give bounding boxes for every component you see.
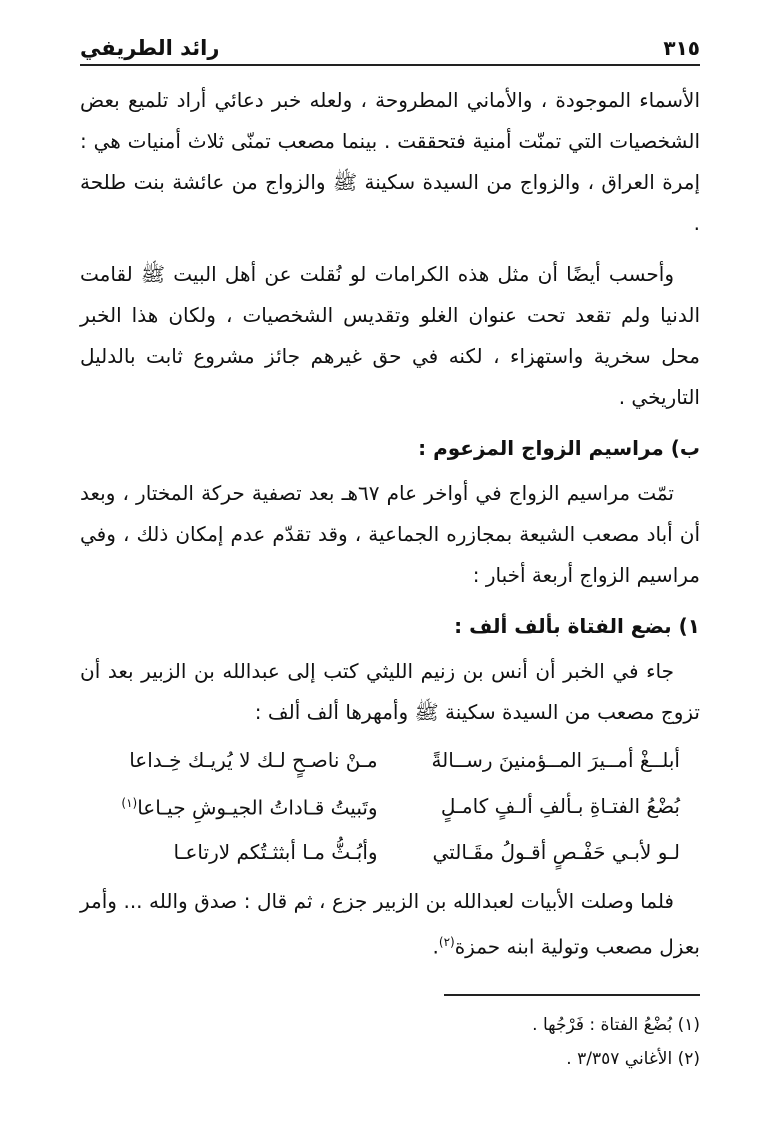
paragraph-1: الأسماء الموجودة ، والأماني المطروحة ، ولعله خبر دعائي أراد تلميع بعض الشخصيات التي تمنّت أمنية فتحققت . بينما مصعب تمنّى ثلاث أمنيات هي : إمرة العراق ، والزواج من السيدة سكينة ﷺ والزواج من عائشة بنت طلحة . [80,88,700,235]
paragraph-5-text: فلما وصلت الأبيات لعبدالله بن الزبير جزع ، ثم قال : صدق والله ... وأمر بعزل مصعب وتولية ابنه حمزة [80,889,700,959]
poem-verse [80,737,700,783]
running-title: رائد الطريفي [80,36,220,60]
paragraph-4: جاء في الخبر أن أنس بن زنيم الليثي كتب إلى عبدالله بن الزبير بعد أن تزوج مصعب من السيدة سكينة ﷺ وأمهرها ألف ألف : [80,659,700,724]
footnote-mark-2: (٢) [438,935,455,949]
verse-first-hemistich: أبلــغْ أمــيرَ المــؤمنينَ رســالةً [431,747,680,772]
poem [80,737,700,875]
section-heading-1: ١) بضع الفتاة بألف ألف : [454,614,700,638]
verse-first-hemistich: بُضْعُ الفتـاةِ بـألفِ ألـفٍ كامـلٍ [440,793,680,818]
main-text [80,80,700,968]
poem-verse [80,829,700,875]
paragraph-5: فلما وصلت الأبيات لعبدالله بن الزبير جزع ، ثم قال : صدق والله ... وأمر بعزل مصعب وتولية ابنه حمزة$^{(٢)}$. [80,889,700,959]
section-heading-b: ب) مراسيم الزواج المزعوم : [418,436,700,460]
verse-second-text: وتَبيتُ قـاداتُ الجيـوشِ جيـاعا [137,795,378,820]
page-header [80,28,700,66]
poem-verse [80,783,700,829]
footnotes [80,1008,700,1076]
verse-second-hemistich: مـنْ ناصـحٍ لـك لا يُريـك خِـداعا [129,747,378,772]
footnote-divider [444,994,700,996]
verse-first-hemistich: لـو لأبـي حَفْـصٍ أقـولُ مقَـالتي [432,839,680,864]
paragraph-2: وأحسب أيضًا أن مثل هذه الكرامات لو نُقلت عن أهل البيت ﷺ لقامت الدنيا ولم تقعد تحت عنوان الغلو وتقديس الشخصيات ، ولكان هذا الخبر محل سخرية واستهزاء ، لكنه في حق غيرهم جائز مشروع ثابت بالدليل التاريخي . [80,262,700,409]
footnote-2: (٢) الأغاني ٣/٣٥٧ . [566,1049,700,1069]
verse-second-hemistich: وأبُـثُّ مـا أبثثـتُكم لارتاعـا [173,839,378,864]
page-number: ٣١٥ [663,36,700,60]
paragraph-3: تمّت مراسيم الزواج في أواخر عام ٦٧هـ بعد تصفية حركة المختار ، وبعد أن أباد مصعب الشيعة بمجازره الجماعية ، وقد تقدّم عدم إمكان ذلك ، وفي مراسيم الزواج أربعة أخبار : [80,481,700,587]
verse-second-hemistich [80,783,378,829]
footnote-1: (١) بُضْعُ الفتاة : فَرْجُها . [532,1015,700,1035]
footnote-mark-1: (١) [121,796,138,811]
